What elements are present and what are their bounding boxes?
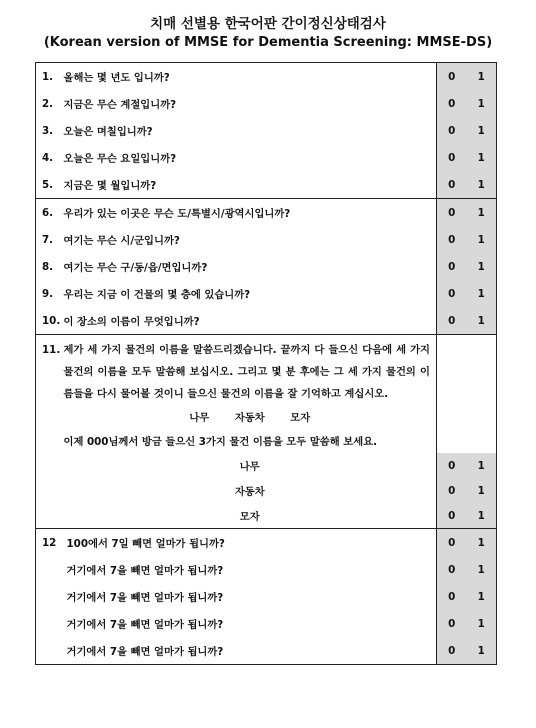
score-0-option[interactable]: 0: [437, 253, 467, 280]
question-row-9: [36, 280, 497, 307]
question-text: 오늘은 무슨 요일입니까?: [63, 153, 177, 165]
question-number: 11.: [36, 335, 64, 454]
q11-instruction: 제가 세 가지 물건의 이름을 말씀드리겠습니다. 끝까지 다 들으신 다음에 세 가지 물건의 이름을 모두 말씀해 보십시오. 그리고 몇 분 후에는 그 세 가지 물건의 이름들을 다시 물어볼 것이니 들으신 물건의 이름을 잘 기억하고 계십시오.: [63, 344, 430, 400]
question-row-3: [36, 117, 497, 144]
question-row-12: [36, 529, 497, 557]
score-0-option[interactable]: 0: [437, 63, 467, 91]
question-row-6: [36, 199, 497, 227]
score-1-option[interactable]: 1: [467, 307, 497, 335]
question-row-4: [36, 144, 497, 171]
q11-item-row-1: [36, 453, 497, 478]
score-1-option[interactable]: 1: [467, 556, 497, 583]
q11-objects-line: 나무 자동차 모자: [189, 412, 311, 424]
question-row-2: [36, 90, 497, 117]
score-1-option[interactable]: 1: [467, 226, 497, 253]
score-0-option[interactable]: 0: [437, 478, 467, 503]
question-text: 우리는 지금 이 건물의 몇 층에 있습니까?: [63, 289, 251, 301]
q12-repeat-row-2: [36, 583, 497, 610]
score-0-option[interactable]: 0: [437, 280, 467, 307]
score-0-option[interactable]: 0: [437, 90, 467, 117]
score-0-option[interactable]: 0: [437, 199, 467, 227]
score-0-option[interactable]: 0: [437, 144, 467, 171]
score-0-option[interactable]: 0: [437, 503, 467, 529]
score-0-option[interactable]: 0: [437, 610, 467, 637]
form-title: 치매 선별용 한국어판 간이정신상태검사: [150, 16, 386, 32]
q11-score-blank: [437, 335, 497, 454]
question-number: 9.: [42, 287, 54, 300]
question-number: 4.: [42, 151, 54, 164]
q12-repeat-row-1: [36, 556, 497, 583]
q11-instruction-cell: [64, 335, 437, 454]
form-subtitle: (Korean version of MMSE for Dementia Screening: MMSE-DS): [43, 35, 493, 50]
score-0-option[interactable]: 0: [437, 453, 467, 478]
score-1-option[interactable]: 1: [467, 529, 497, 557]
score-1-option[interactable]: 1: [467, 280, 497, 307]
question-number: 10.: [42, 314, 61, 327]
score-1-option[interactable]: 1: [467, 117, 497, 144]
q12-repeat-row-3: [36, 610, 497, 637]
mmse-form-table: [35, 62, 497, 665]
question-text: 지금은 몇 월입니까?: [63, 180, 157, 192]
question-number: 12: [36, 529, 64, 557]
question-number: 8.: [42, 260, 54, 273]
score-1-option[interactable]: 1: [467, 478, 497, 503]
question-text: 거기에서 7을 빼면 얼마가 됩니까?: [66, 646, 224, 658]
question-row-11: [36, 335, 497, 454]
score-0-option[interactable]: 0: [437, 226, 467, 253]
score-1-option[interactable]: 1: [467, 63, 497, 91]
score-1-option[interactable]: 1: [467, 637, 497, 665]
question-text: 100에서 7일 빼면 얼마가 됩니까?: [64, 529, 437, 557]
score-1-option[interactable]: 1: [467, 453, 497, 478]
question-number: 1.: [42, 70, 54, 83]
question-row-1: [36, 63, 497, 91]
question-text: 거기에서 7을 빼면 얼마가 됩니까?: [66, 592, 224, 604]
question-number: 7.: [42, 233, 54, 246]
score-0-option[interactable]: 0: [437, 556, 467, 583]
question-number: 2.: [42, 97, 54, 110]
question-text: 이 장소의 이름이 무엇입니까?: [63, 316, 200, 328]
question-number: 5.: [42, 178, 54, 191]
question-row-5: [36, 171, 497, 199]
q11-item-row-3: [36, 503, 497, 529]
q11-item: 모자: [239, 511, 260, 523]
q11-item: 나무: [239, 461, 260, 473]
question-number: 6.: [36, 199, 64, 227]
score-0-option[interactable]: 0: [437, 307, 467, 335]
score-1-option[interactable]: 1: [467, 199, 497, 227]
question-row-10: [36, 307, 497, 335]
question-text: 오늘은 며칠입니까?: [63, 126, 153, 138]
score-0-option[interactable]: 0: [437, 171, 467, 199]
score-1-option[interactable]: 1: [467, 503, 497, 529]
score-1-option[interactable]: 1: [467, 610, 497, 637]
question-text: 지금은 무슨 계절입니까?: [63, 99, 177, 111]
score-0-option[interactable]: 0: [437, 117, 467, 144]
q11-item: 자동차: [234, 486, 265, 498]
score-0-option[interactable]: 0: [437, 529, 467, 557]
question-number: 3.: [42, 124, 54, 137]
q12-repeat-row-4: [36, 637, 497, 665]
question-row-7: [36, 226, 497, 253]
score-1-option[interactable]: 1: [467, 253, 497, 280]
score-1-option[interactable]: 1: [467, 144, 497, 171]
question-text: 우리가 있는 이곳은 무슨 도/특별시/광역시입니까?: [64, 199, 437, 227]
question-text: 거기에서 7을 빼면 얼마가 됩니까?: [66, 619, 224, 631]
question-text: 여기는 무슨 시/군입니까?: [63, 235, 180, 247]
score-1-option[interactable]: 1: [467, 171, 497, 199]
question-row-8: [36, 253, 497, 280]
question-text: 거기에서 7을 빼면 얼마가 됩니까?: [66, 565, 224, 577]
score-1-option[interactable]: 1: [467, 583, 497, 610]
score-0-option[interactable]: 0: [437, 583, 467, 610]
q11-prompt: 이제 000님께서 방금 들으신 3가지 물건 이름을 모두 말씀해 보세요.: [63, 436, 378, 448]
score-1-option[interactable]: 1: [467, 90, 497, 117]
score-0-option[interactable]: 0: [437, 637, 467, 665]
q11-item-row-2: [36, 478, 497, 503]
question-text: 여기는 무슨 구/동/읍/면입니까?: [63, 262, 208, 274]
question-text: 올해는 몇 년도 입니까?: [63, 72, 170, 84]
